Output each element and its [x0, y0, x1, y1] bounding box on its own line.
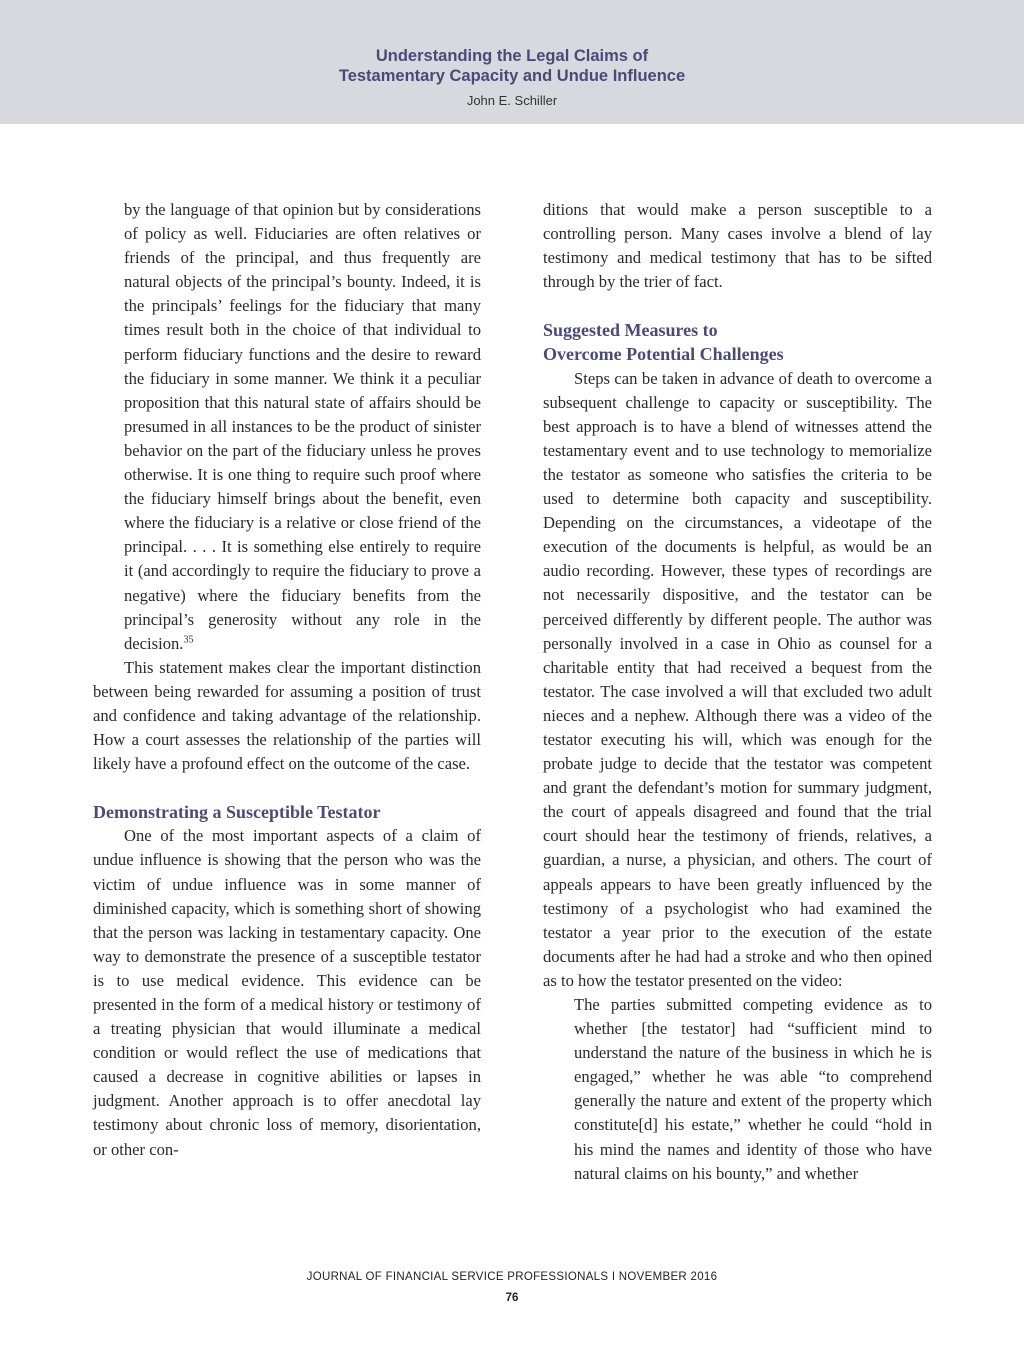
- journal-footer: JOURNAL OF FINANCIAL SERVICE PROFESSIONALS I NOVEMBER 2016: [306, 1271, 718, 1283]
- footnote-marker: 35: [183, 634, 194, 646]
- section-heading: [543, 318, 932, 366]
- body-paragraph: ditions that would make a person susceptible to a controlling person. Many cases involve a blend of lay testimony and medical testimony that has to be sifted through by the trier of fact.: [543, 200, 932, 292]
- block-quote: [93, 198, 481, 656]
- article-title-line2: Testamentary Capacity and Undue Influence: [338, 67, 686, 85]
- page-number: 76: [505, 1292, 519, 1304]
- body-paragraph: One of the most important aspects of a claim of undue influence is showing that the person who was the victim of undue influence was in some manner of diminished capacity, which is something short of showing that the person was lacking in testamentary capacity. One way to demonstrate the presence of a susceptible testator is to use medical evidence. This evidence can be presented in the form of a medical history or testimony of a treating physician that would illuminate a medical condition or would reflect the use of medications that caused a decrease in cognitive abilities or lapses in judgment. Another approach is to offer anecdotal lay testimony about chronic loss of memory, disorientation, or other con-: [93, 826, 481, 1159]
- body-paragraph: Steps can be taken in advance of death to overcome a subsequent challenge to capacity or susceptibility. The best approach is to have a blend of witnesses attend the testamentary event and to use technology to memorialize the testator as someone who satisfies the criteria to be used to determine both capacity and susceptibility. Depending on the circumstances, a videotape of the execution of the documents is helpful, as would be an audio recording. However, these types of recordings are not necessarily dispositive, and the testator can be perceived differently by different people. The author was personally involved in a case in Ohio as counsel for a charitable entity that had received a bequest from the testator. The case involved a will that excluded two adult nieces and a nephew. Although there was a video of the testator executing his will, which was enough for the probate judge to decide that the testator was competent and grant the defendant’s motion for summary judgment, the court of appeals disagreed and found that the trial court should hear the testimony of friends, relatives, a guardian, a nurse, a physician, and others. The court of appeals appears to have been greatly influenced by the testimony of a psychologist who had examined the testator a year prior to the execution of the estate documents after he had had a stroke and who then opined as to how the testator presented on the video:: [543, 368, 932, 990]
- block-quote-text: by the language of that opinion but by considerations of policy as well. Fiduciaries are often relatives or friends of the principal, and thus frequently are natural objects of the principal’s bounty. Indeed, it is the principals’ feelings for the fiduciary that many times result both in the choice of that individual to perform fiduciary functions and the desire to reward the fiduciary in some manner. We think it a peculiar proposition that this natural state of affairs should be presumed in all instances to be the product of sinister behavior on the part of the fiduciary unless he proves otherwise. It is one thing to require such proof where the fiduciary himself brings about the benefit, even where the fiduciary is a relative or close friend of the principal. . . . It is something else entirely to require it (and accordingly to require the fiduciary to prove a negative) where the fiduciary benefits from the principal’s generosity without any role in the decision.: [124, 200, 481, 653]
- section-heading-line1: Suggested Measures to: [543, 320, 718, 341]
- right-column: [543, 198, 932, 1186]
- article-title-line1: Understanding the Legal Claims of: [375, 47, 649, 65]
- section-heading: Demonstrating a Susceptible Testator: [93, 802, 381, 823]
- page-header: [0, 0, 1024, 124]
- block-quote: The parties submitted competing evidence as to whether [the testator] had “sufficient mind to understand the nature of the business in which he is engaged,” whether he was able “to comprehend generally the nature and extent of the property which constitute[d] his estate,” whether he could “hold in his mind the names and identity of those who have natural claims on his bounty,” and whether: [574, 995, 932, 1183]
- article-title: [0, 46, 1024, 86]
- section-heading-line2: Overcome Potential Challenges: [543, 344, 784, 365]
- article-author: John E. Schiller: [466, 93, 558, 108]
- left-column: [93, 198, 481, 1162]
- body-paragraph: This statement makes clear the important distinction between being rewarded for assuming a position of trust and confidence and taking advantage of the relationship. How a court assesses the relationship of the parties will likely have a profound effect on the outcome of the case.: [93, 657, 481, 774]
